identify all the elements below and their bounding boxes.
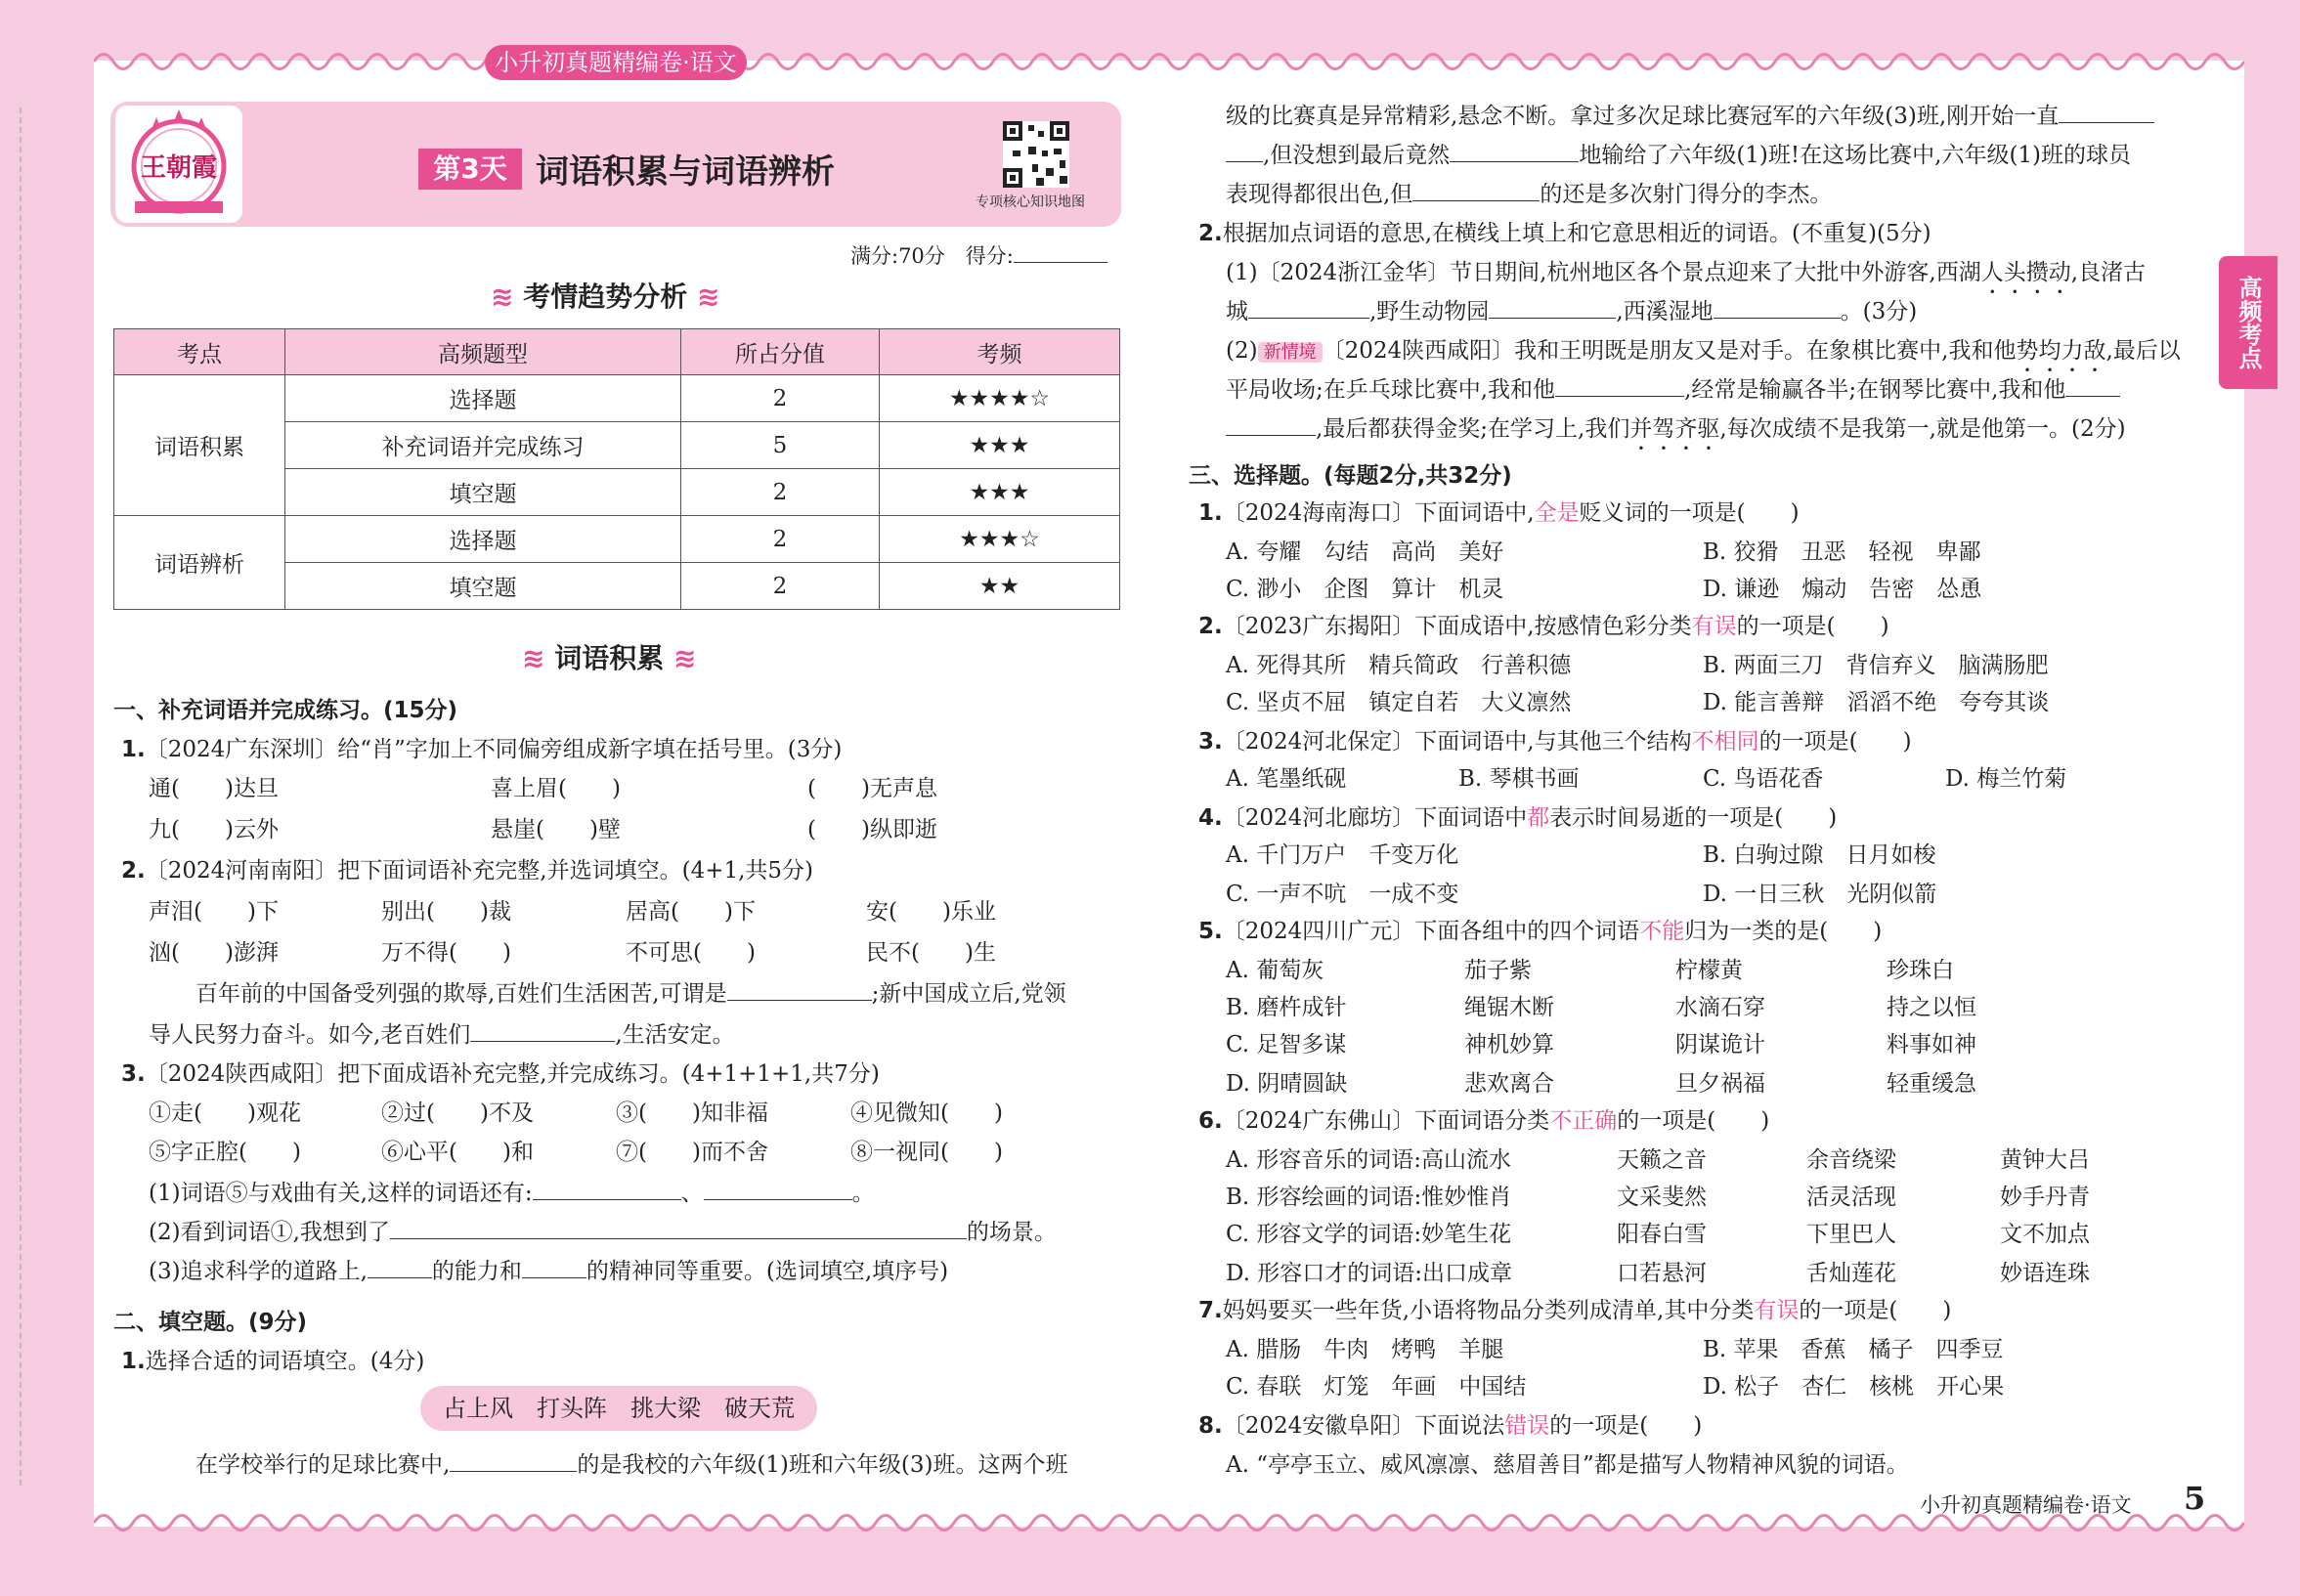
- answer-blank[interactable]: [390, 1219, 967, 1239]
- keyword: 都: [1527, 805, 1550, 831]
- q3-sub-1: (1)词语⑤与戏曲有关,这样的词语还有: 、 。: [149, 1181, 875, 1206]
- keyword: 有误: [1754, 1298, 1800, 1323]
- answer-blank[interactable]: [1248, 298, 1369, 319]
- dotted-word: 势均力敌: [2016, 338, 2106, 364]
- top-wave-border: [94, 47, 2244, 76]
- f2-line: [1226, 410, 2126, 455]
- choice-option[interactable]: A. 千门万户 千变万化: [1226, 842, 1459, 868]
- answer-blank[interactable]: [1226, 142, 1263, 162]
- fill-paragraph: [195, 1446, 1067, 1479]
- keyword: 不能: [1639, 919, 1685, 944]
- choice-option[interactable]: C. 鸟语花香: [1703, 766, 1824, 792]
- question-text: 的一项是( ): [1549, 1413, 1703, 1439]
- choice-option[interactable]: A. “亭亭玉立、威风凛凛、慈眉善目”都是描写人物精神风貌的词语。: [1226, 1452, 1909, 1478]
- section-1-heading: 一、补充词语并完成练习。(15分): [113, 698, 458, 723]
- table-cell: 填空题: [285, 563, 681, 610]
- choice-word: 绳锯木断: [1464, 995, 1554, 1020]
- q2-text: ,生活安定。: [615, 1022, 735, 1048]
- question-number: 2.: [121, 858, 146, 884]
- q1-item[interactable]: ( )无声息: [807, 776, 937, 801]
- wave-icon: ≋: [673, 642, 697, 674]
- choice-option[interactable]: A. 夸耀 勾结 高尚 美好: [1226, 539, 1504, 565]
- question-text: 〔2024陕西咸阳〕把下面成语补充完整,并完成练习。(4+1+1+1,共7分): [145, 1061, 880, 1087]
- q3-item[interactable]: ⑥心平( )和: [381, 1140, 534, 1165]
- question-text: 〔2024海南海口〕下面词语中,: [1222, 500, 1535, 526]
- choice-word: 文采斐然: [1617, 1185, 1707, 1210]
- question-number: 1.: [121, 1349, 146, 1374]
- table-cell: ★★★: [880, 422, 1120, 469]
- table-cell: 补充词语并完成练习: [285, 422, 681, 469]
- question-text: 〔2024河北保定〕下面词语中,与其他三个结构: [1222, 729, 1692, 755]
- choice-option[interactable]: D. 梅兰竹菊: [1945, 766, 2067, 792]
- q2-item[interactable]: 声泪( )下: [149, 899, 279, 925]
- choice-word: 神机妙算: [1464, 1032, 1554, 1057]
- table-cell: 2: [681, 469, 880, 516]
- table-cell: 选择题: [285, 375, 681, 422]
- q3-text: 的能力和: [431, 1259, 522, 1284]
- question-text: 〔2024四川广元〕下面各组中的四个词语: [1222, 919, 1640, 944]
- table-cell: 2: [681, 516, 880, 563]
- q1-item[interactable]: 通( )达旦: [149, 776, 279, 801]
- wave-icon: ≋: [696, 280, 720, 313]
- choice-option[interactable]: A. 死得其所 精兵简政 行善积德: [1226, 653, 1572, 678]
- q3-text: (3)追求科学的道路上,: [149, 1259, 368, 1284]
- f2-text: 〔2024陕西咸阳〕我和王明既是朋友又是对手。在象棋比赛中,我和他: [1322, 338, 2017, 364]
- answer-blank[interactable]: [1714, 298, 1841, 319]
- answer-blank[interactable]: [1412, 181, 1540, 201]
- answer-blank[interactable]: [1489, 298, 1616, 319]
- q2-text: ;新中国成立后,党领: [871, 981, 1066, 1007]
- f2-text: (1)〔2024浙江金华〕节日期间,杭州地区各个景点迎来了大批中外游客,西湖: [1226, 260, 1981, 285]
- answer-blank[interactable]: [2065, 376, 2120, 397]
- question-text: 的一项是( ): [1736, 614, 1889, 639]
- f2-text: (2): [1226, 338, 1258, 364]
- fill-text: 的还是多次射门得分的李杰。: [1540, 182, 1833, 207]
- choice-word: 持之以恒: [1887, 995, 1976, 1020]
- choice-option[interactable]: B. 琴棋书画: [1458, 766, 1580, 792]
- question-number: 2.: [1198, 221, 1223, 246]
- wave-icon: ≋: [491, 280, 514, 313]
- question-number: 1.: [1198, 500, 1223, 526]
- score-blank[interactable]: [1014, 242, 1107, 263]
- new-scenario-tag: 新情境: [1258, 342, 1323, 363]
- fill-paragraph-cont: [1226, 137, 2131, 169]
- table-header: 高频题型: [285, 329, 681, 375]
- table-header: 所占分值: [681, 329, 880, 375]
- choice-word: 余音绕梁: [1806, 1147, 1896, 1173]
- keyword: 不正确: [1549, 1108, 1618, 1134]
- question-number: 6.: [1198, 1108, 1223, 1134]
- choice-word: 轻重缓急: [1887, 1071, 1976, 1097]
- table-cell: ★★★★☆: [880, 375, 1120, 422]
- fill-paragraph-cont: [1226, 176, 1832, 208]
- table-cell: 2: [681, 375, 880, 422]
- choice-option[interactable]: D. 一日三秋 光阴似箭: [1703, 882, 1937, 907]
- wave-icon: ≋: [522, 642, 545, 674]
- day-badge: 第3天: [418, 149, 522, 190]
- choice-option[interactable]: B. 磨杵成针: [1226, 995, 1347, 1020]
- vocab-section-title: [522, 637, 696, 676]
- table-header-row: [114, 329, 1120, 375]
- q3-sub-2: [149, 1214, 1057, 1246]
- q1-item[interactable]: ( )纵即逝: [807, 817, 937, 842]
- question-text: 选择合适的词语填空。(4分): [145, 1349, 425, 1374]
- choice-option[interactable]: D. 阴晴圆缺: [1226, 1071, 1348, 1097]
- choice-option[interactable]: A. 形容音乐的词语:高山流水: [1226, 1147, 1511, 1173]
- f2-text: 平局收场;在乒乓球比赛中,我和他: [1226, 377, 1556, 403]
- q2-item[interactable]: 汹( )澎湃: [149, 940, 279, 966]
- answer-blank[interactable]: [533, 1180, 681, 1200]
- answer-blank[interactable]: [2059, 103, 2154, 123]
- q3-text: 的场景。: [966, 1220, 1057, 1245]
- q2-item[interactable]: 万不得( ): [381, 940, 511, 966]
- fill-text: 地输给了六年级(1)班!在这场比赛中,六年级(1)班的球员: [1579, 143, 2132, 168]
- choice-word: 珍珠白: [1887, 958, 1954, 983]
- qr-caption: 专项核心知识地图: [976, 194, 1085, 210]
- q3-sub-3: [149, 1253, 948, 1285]
- q1-item[interactable]: 九( )云外: [149, 817, 279, 842]
- q3-item[interactable]: ③( )知非福: [616, 1100, 768, 1126]
- choice-word: 料事如神: [1887, 1032, 1976, 1057]
- choice-option[interactable]: B. 形容绘画的词语:惟妙惟肖: [1226, 1185, 1512, 1210]
- choice-option[interactable]: B. 苹果 香蕉 橘子 四季豆: [1703, 1337, 2004, 1362]
- choice-word: 妙手丹青: [2000, 1185, 2090, 1210]
- qr-code[interactable]: [1003, 121, 1069, 188]
- choice-word: 水滴石穿: [1675, 995, 1765, 1020]
- f2-text: ,经常是输赢各半;在钢琴比赛中,我和他: [1684, 377, 2066, 403]
- q2-item[interactable]: 别出( )裁: [381, 899, 511, 925]
- choice-word: 黄钟大吕: [2000, 1147, 2090, 1173]
- section-3-heading: 三、选择题。(每题2分,共32分): [1189, 463, 1512, 489]
- binding-line: [20, 108, 22, 1486]
- choice-option[interactable]: C. 坚贞不屈 镇定自若 大义凛然: [1226, 690, 1572, 715]
- question-number: 3.: [121, 1061, 146, 1087]
- answer-blank[interactable]: [704, 1180, 852, 1200]
- section-2-heading: 二、填空题。(9分): [113, 1310, 308, 1335]
- choice-question-1: [1198, 495, 1800, 527]
- question-text: 表示时间易逝的一项是( ): [1549, 805, 1838, 831]
- question-number: 8.: [1198, 1413, 1223, 1439]
- choice-word: 天籁之音: [1617, 1147, 1707, 1173]
- table-cell: 填空题: [285, 469, 681, 516]
- table-group: 词语辨析: [114, 516, 285, 610]
- table-cell: ★★: [880, 563, 1120, 610]
- choice-option[interactable]: B. 白驹过隙 日月如梭: [1703, 842, 1936, 868]
- q3-item[interactable]: ⑧一视同( ): [850, 1140, 1003, 1165]
- choice-option[interactable]: A. 葡萄灰: [1226, 958, 1324, 983]
- question-text: 的一项是( ): [1799, 1298, 1952, 1323]
- choice-question-8: [1198, 1407, 1702, 1440]
- choice-option[interactable]: D. 谦逊 煽动 告密 怂恿: [1703, 577, 1982, 602]
- choice-word: 活灵活现: [1806, 1185, 1896, 1210]
- q2-text: 导人民努力奋斗。如今,老百姓们: [149, 1022, 471, 1048]
- question-number: 2.: [1198, 614, 1223, 639]
- footer-title: 小升初真题精编卷·语文: [1920, 1493, 2132, 1517]
- question-text: 贬义词的一项是( ): [1579, 500, 1800, 526]
- keyword: 错误: [1504, 1413, 1550, 1439]
- choice-word: 文不加点: [2000, 1222, 2090, 1247]
- f2-text: ,最后都获得金奖;在学习上,我们: [1316, 416, 1630, 442]
- choice-word: 阴谋诡计: [1675, 1032, 1765, 1057]
- fill-text: 表现得都很出色,但: [1226, 182, 1413, 207]
- fill-question-1: [121, 1343, 424, 1375]
- f2-text: ,野生动物园: [1369, 299, 1490, 324]
- table-cell: 5: [681, 422, 880, 469]
- table-row: [114, 516, 1120, 563]
- choice-option[interactable]: B. 两面三刀 背信弃义 脑满肠肥: [1703, 653, 2049, 678]
- logo-text: 王朝霞: [140, 153, 218, 183]
- q3-item[interactable]: ②过( )不及: [381, 1100, 534, 1126]
- choice-question-3: [1198, 723, 1912, 755]
- q2-paragraph: [149, 1016, 735, 1049]
- answer-blank[interactable]: [727, 980, 872, 1001]
- choice-word: 下里巴人: [1806, 1222, 1896, 1247]
- choice-word: 旦夕祸福: [1675, 1071, 1765, 1097]
- f2-text: ,每次成绩不是我第一,就是他第一。(2分): [1719, 416, 2126, 442]
- q2-item[interactable]: 民不( )生: [866, 940, 996, 966]
- f2-line: [1226, 371, 2120, 404]
- q2-item[interactable]: 居高( )下: [626, 899, 756, 925]
- vocab-title-text: 词语积累: [554, 642, 665, 674]
- question-2: [121, 852, 813, 884]
- answer-blank[interactable]: [1450, 142, 1579, 162]
- answer-blank[interactable]: [470, 1021, 615, 1042]
- answer-blank[interactable]: [1555, 376, 1684, 397]
- q3-item[interactable]: ④见微知( ): [850, 1100, 1003, 1126]
- exam-trend-table: [113, 328, 1120, 610]
- question-text: 的一项是( ): [1617, 1108, 1770, 1134]
- table-cell: ★★★☆: [880, 516, 1120, 563]
- question-number: 1.: [121, 737, 146, 762]
- keyword: 有误: [1691, 614, 1737, 639]
- question-text: 的一项是( ): [1758, 729, 1912, 755]
- dotted-word: 并驾齐驱: [1629, 416, 1720, 442]
- page-number: 5: [2184, 1480, 2206, 1517]
- table-group: 词语积累: [114, 375, 285, 516]
- choice-question-7: [1198, 1292, 1951, 1324]
- choice-word: 茄子紫: [1464, 958, 1532, 983]
- answer-blank[interactable]: [450, 1451, 577, 1472]
- brand-logo: [115, 106, 242, 223]
- choice-question-4: [1198, 799, 1837, 832]
- q2-text: 百年前的中国备受列强的欺辱,百姓们生活困苦,可谓是: [195, 981, 727, 1007]
- table-cell: ★★★: [880, 469, 1120, 516]
- f2-text: 城: [1226, 299, 1248, 324]
- choice-word: 悲欢离合: [1464, 1071, 1554, 1097]
- question-3: [121, 1056, 880, 1088]
- question-text: 〔2023广东揭阳〕下面成语中,按感情色彩分类: [1222, 614, 1692, 639]
- choice-word: 柠檬黄: [1675, 958, 1743, 983]
- table-header: 考频: [880, 329, 1120, 375]
- choice-option[interactable]: C. 渺小 企图 算计 机灵: [1226, 577, 1504, 602]
- score-line: [850, 240, 1107, 270]
- table-header: 考点: [114, 329, 285, 375]
- question-text: 归为一类的是( ): [1684, 919, 1883, 944]
- f2-text: 。(3分): [1840, 299, 1918, 324]
- q2-paragraph: [195, 975, 1066, 1008]
- choice-option[interactable]: D. 形容口才的词语:出口成章: [1226, 1261, 1512, 1286]
- keyword: 不相同: [1691, 729, 1759, 755]
- q3-text: (1)词语⑤与戏曲有关,这样的词语还有:: [149, 1181, 533, 1206]
- answer-blank[interactable]: [1226, 415, 1316, 436]
- trend-title-text: 考情趋势分析: [523, 280, 688, 313]
- answer-blank[interactable]: [368, 1258, 432, 1278]
- side-tab: 高频考点: [2219, 256, 2278, 389]
- table-cell: 2: [681, 563, 880, 610]
- fill-text: 级的比赛真是异常精彩,悬念不断。拿过多次足球比赛冠军的六年级(3)班,刚开始一直: [1226, 104, 2060, 129]
- question-number: 5.: [1198, 919, 1223, 944]
- f2-text: ,良渚古: [2070, 260, 2147, 285]
- choice-word: 妙语连珠: [2000, 1261, 2090, 1286]
- question-text: 〔2024安徽阜阳〕下面说法: [1222, 1413, 1505, 1439]
- question-text: 〔2024广东深圳〕给“肖”字加上不同偏旁组成新字填在括号里。(3分): [145, 737, 843, 762]
- word-bank: 占上风 打头阵 挑大梁 破天荒: [420, 1386, 817, 1431]
- choice-option[interactable]: C. 一声不吭 一成不变: [1226, 882, 1459, 907]
- choice-option[interactable]: A. 腊肠 牛肉 烤鸭 羊腿: [1226, 1337, 1504, 1362]
- table-cell: 选择题: [285, 516, 681, 563]
- keyword: 全是: [1534, 500, 1580, 526]
- question-text: 〔2024河北廊坊〕下面词语中: [1222, 805, 1528, 831]
- choice-word: 舌灿莲花: [1806, 1261, 1896, 1286]
- choice-option[interactable]: D. 松子 杏仁 核桃 开心果: [1703, 1374, 2005, 1400]
- question-text: 〔2024河南南阳〕把下面词语补充完整,并选词填空。(4+1,共5分): [145, 858, 814, 884]
- choice-option[interactable]: C. 春联 灯笼 年画 中国结: [1226, 1374, 1527, 1400]
- f2-text: ,最后以: [2105, 338, 2181, 364]
- choice-word: 口若悬河: [1617, 1261, 1707, 1286]
- question-number: 7.: [1198, 1298, 1223, 1323]
- q3-text: (2)看到词语①,我想到了: [149, 1220, 390, 1245]
- question-text: 〔2024广东佛山〕下面词语分类: [1222, 1108, 1550, 1134]
- fill-text: 在学校举行的足球比赛中,: [195, 1452, 451, 1478]
- fill-text: 的是我校的六年级(1)班和六年级(3)班。这两个班: [577, 1452, 1068, 1478]
- dotted-word: 人头攒动: [1980, 260, 2071, 285]
- choice-question-6: [1198, 1102, 1769, 1135]
- fill-text: ,但没想到最后竟然: [1263, 143, 1451, 168]
- answer-blank[interactable]: [522, 1258, 586, 1278]
- f2-text: ,西溪湿地: [1616, 299, 1714, 324]
- question-1: [121, 731, 842, 763]
- q3-item[interactable]: ⑦( )而不舍: [616, 1140, 768, 1165]
- choice-question-5: [1198, 913, 1882, 945]
- q3-item[interactable]: ⑤字正腔( ): [149, 1140, 301, 1165]
- q3-item[interactable]: ①走( )观花: [149, 1100, 301, 1126]
- q2-item[interactable]: 不可思( ): [626, 940, 756, 966]
- choice-option[interactable]: D. 能言善辩 滔滔不绝 夸夸其谈: [1703, 690, 2050, 715]
- q1-item[interactable]: 喜上眉( ): [491, 776, 621, 801]
- question-number: 3.: [1198, 729, 1223, 755]
- chapter-title: 词语积累与词语辨析: [536, 152, 835, 192]
- fill-paragraph-cont: [1226, 98, 2154, 130]
- choice-word: 阳春白雪: [1617, 1222, 1707, 1247]
- q2-item[interactable]: 安( )乐业: [866, 899, 996, 925]
- question-text: 根据加点词语的意思,在横线上填上和它意思相近的词语。(不重复)(5分): [1222, 221, 1931, 246]
- choice-question-2: [1198, 608, 1889, 640]
- q1-item[interactable]: 悬崖( )壁: [491, 817, 621, 842]
- question-text: 妈妈要买一些年货,小语将物品分类列成清单,其中分类: [1222, 1298, 1755, 1323]
- choice-option[interactable]: B. 狡猾 丑恶 轻视 卑鄙: [1703, 539, 1981, 565]
- choice-option[interactable]: A. 笔墨纸砚: [1226, 766, 1347, 792]
- choice-option[interactable]: C. 足智多谋: [1226, 1032, 1347, 1057]
- score-label: 满分:70分 得分:: [850, 244, 1014, 268]
- top-banner: 小升初真题精编卷·语文: [485, 45, 747, 80]
- question-number: 4.: [1198, 805, 1223, 831]
- table-row: [114, 375, 1120, 422]
- trend-section-title: [491, 276, 719, 315]
- fill-question-2: [1198, 215, 1931, 247]
- choice-option[interactable]: C. 形容文学的词语:妙笔生花: [1226, 1222, 1512, 1247]
- f2-line: [1226, 293, 1917, 325]
- q3-text: 的精神同等重要。(选词填空,填序号): [586, 1259, 949, 1284]
